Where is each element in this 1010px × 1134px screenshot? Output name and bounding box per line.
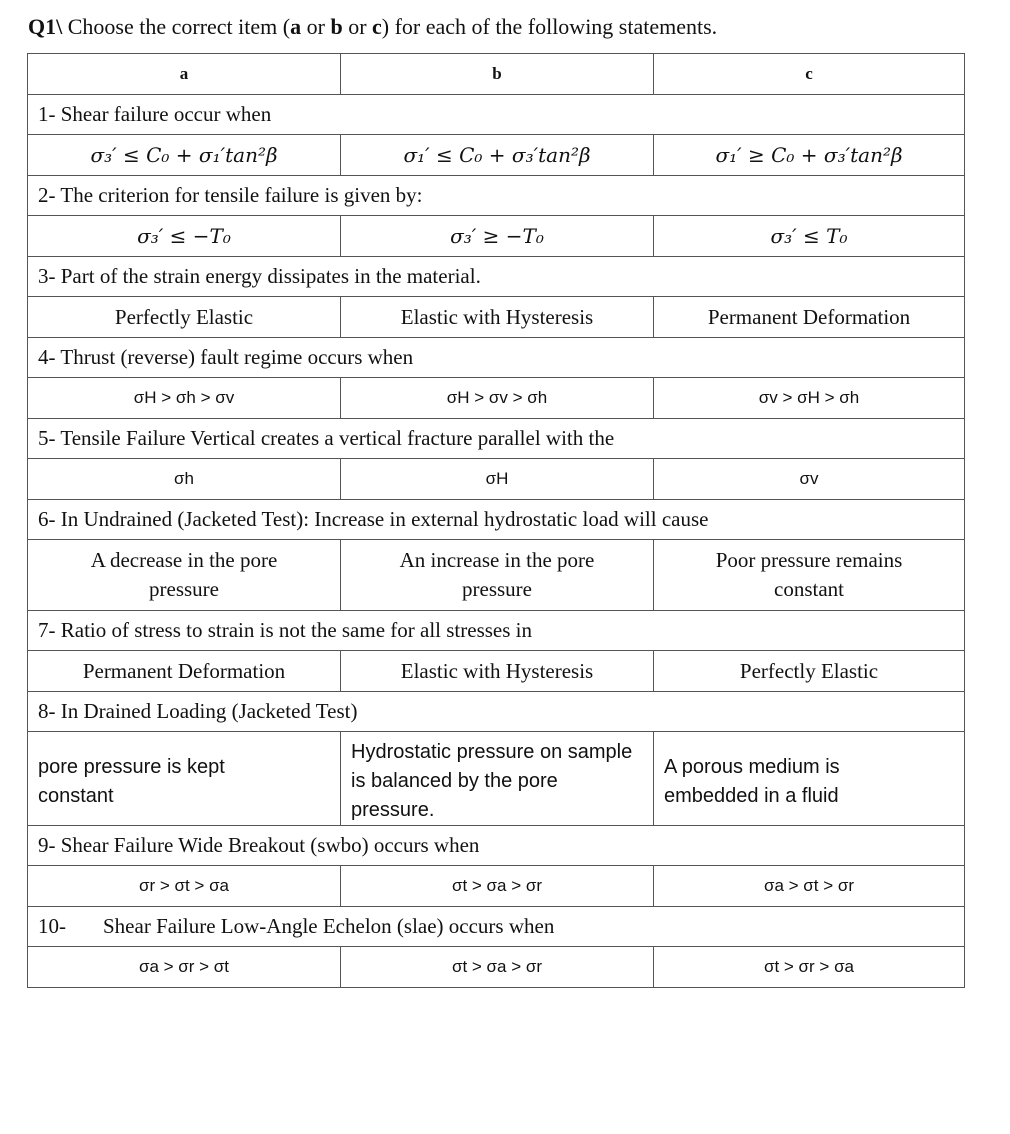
option-4c[interactable]: σv > σH > σh — [654, 378, 965, 419]
options-row-2 — [28, 216, 965, 257]
statement-10-text: Shear Failure Low-Angle Echelon (slae) occurs when — [103, 914, 555, 938]
option-8c[interactable]: A porous medium is embedded in a fluid — [654, 732, 965, 826]
options-row-9 — [28, 866, 965, 907]
option-8a[interactable]: pore pressure is kept constant — [28, 732, 341, 826]
heading-or-2: or — [342, 14, 373, 39]
option-7c[interactable]: Perfectly Elastic — [654, 651, 965, 692]
option-6c[interactable]: Poor pressure remains constant — [654, 540, 965, 611]
option-4a[interactable]: σH > σh > σv — [28, 378, 341, 419]
header-row — [28, 54, 965, 95]
option-2a[interactable]: σ₃′ ≤ −T₀ — [28, 216, 341, 257]
options-row-7 — [28, 651, 965, 692]
statement-1: 1- Shear failure occur when — [28, 95, 965, 135]
statement-3: 3- Part of the strain energy dissipates in the material. — [28, 257, 965, 297]
option-1a[interactable]: σ₃′ ≤ C₀ + σ₁′tan²β — [28, 135, 341, 176]
question-number: Q1\ — [28, 14, 63, 39]
option-6b[interactable]: An increase in the pore pressure — [341, 540, 654, 611]
heading-letter-c: c — [372, 14, 382, 39]
statement-7: 7- Ratio of stress to strain is not the same for all stresses in — [28, 611, 965, 651]
option-5b[interactable]: σH — [341, 459, 654, 500]
option-5a[interactable]: σh — [28, 459, 341, 500]
statement-2: 2- The criterion for tensile failure is given by: — [28, 176, 965, 216]
statement-5: 5- Tensile Failure Vertical creates a vertical fracture parallel with the — [28, 419, 965, 459]
options-row-1 — [28, 135, 965, 176]
option-6a[interactable]: A decrease in the pore pressure — [28, 540, 341, 611]
option-4b[interactable]: σH > σv > σh — [341, 378, 654, 419]
statement-9: 9- Shear Failure Wide Breakout (swbo) occurs when — [28, 826, 965, 866]
option-10c[interactable]: σt > σr > σa — [654, 947, 965, 988]
option-1c[interactable]: σ₁′ ≥ C₀ + σ₃′tan²β — [654, 135, 965, 176]
option-2c[interactable]: σ₃′ ≤ T₀ — [654, 216, 965, 257]
options-row-8 — [28, 732, 965, 826]
column-header-a: a — [28, 54, 341, 95]
column-header-c: c — [654, 54, 965, 95]
option-9b[interactable]: σt > σa > σr — [341, 866, 654, 907]
options-row-3 — [28, 297, 965, 338]
option-9a[interactable]: σr > σt > σa — [28, 866, 341, 907]
questions-table — [27, 53, 965, 988]
statement-8: 8- In Drained Loading (Jacketed Test) — [28, 692, 965, 732]
options-row-10 — [28, 947, 965, 988]
option-1b[interactable]: σ₁′ ≤ C₀ + σ₃′tan²β — [341, 135, 654, 176]
statement-6: 6- In Undrained (Jacketed Test): Increase in external hydrostatic load will cause — [28, 500, 965, 540]
option-10a[interactable]: σa > σr > σt — [28, 947, 341, 988]
option-3b[interactable]: Elastic with Hysteresis — [341, 297, 654, 338]
column-header-b: b — [341, 54, 654, 95]
option-9c[interactable]: σa > σt > σr — [654, 866, 965, 907]
options-row-5 — [28, 459, 965, 500]
option-3a[interactable]: Perfectly Elastic — [28, 297, 341, 338]
option-2b[interactable]: σ₃′ ≥ −T₀ — [341, 216, 654, 257]
option-3c[interactable]: Permanent Deformation — [654, 297, 965, 338]
question-heading — [28, 14, 717, 40]
heading-text-after: ) for each of the following statements. — [381, 14, 718, 39]
options-row-6 — [28, 540, 965, 611]
heading-or-1: or — [301, 14, 331, 39]
statement-10 — [28, 907, 965, 947]
options-row-4 — [28, 378, 965, 419]
option-10b[interactable]: σt > σa > σr — [341, 947, 654, 988]
heading-letter-b: b — [330, 14, 343, 39]
option-5c[interactable]: σv — [654, 459, 965, 500]
statement-4: 4- Thrust (reverse) fault regime occurs when — [28, 338, 965, 378]
option-7a[interactable]: Permanent Deformation — [28, 651, 341, 692]
heading-letter-a: a — [290, 14, 302, 39]
option-8b[interactable]: Hydrostatic pressure on sample is balanced by the pore pressure. — [341, 732, 654, 826]
statement-10-number: 10- — [38, 914, 66, 938]
option-7b[interactable]: Elastic with Hysteresis — [341, 651, 654, 692]
heading-text-before: Choose the correct item ( — [62, 14, 291, 39]
